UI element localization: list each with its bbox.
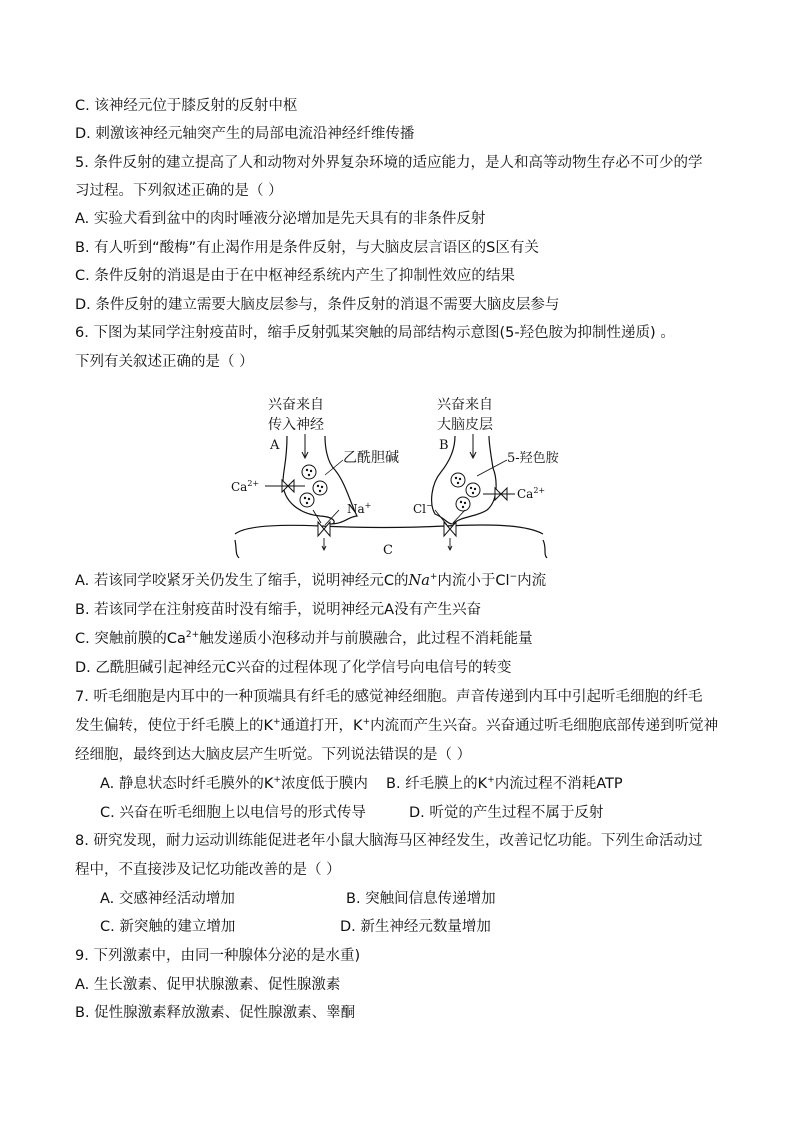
question-7-stem: 7. 听毛细胞是内耳中的一种顶端具有纤毛的感觉神经细胞。声音传递到内耳中引起听毛细胞的纤毛 <box>75 689 703 705</box>
label-ca-right: $Ca^{2+}$ <box>517 486 546 501</box>
option-7b: B. 纤毛膜上的K+内流过程不消耗ATP <box>386 775 623 792</box>
option-7c: C. 兴奋在听毛细胞上以电信号的形式传导 <box>100 805 366 821</box>
question-5-stem: 5. 条件反射的建立提高了人和动物对外界复杂环境的适应能力，是人和高等动物生存必不可少的学 <box>75 155 703 171</box>
option-5c: C. 条件反射的消退是由于在中枢神经系统内产生了抑制性效应的结果 <box>75 268 515 284</box>
receptor-channels <box>318 522 456 536</box>
option-5b: B. 有人听到“酸梅”有止渴作用是条件反射，与大脑皮层言语区的S区有关 <box>75 240 539 256</box>
diagram-left-title-2: 传入神经 <box>268 417 324 433</box>
label-ca-left: $Ca^{2+}$ <box>231 479 260 494</box>
option-8a: A. 交感神经活动增加 <box>100 891 235 907</box>
option-5a: A. 实验犬看到盆中的肉时唾液分泌增加是先天具有的非条件反射 <box>75 211 486 227</box>
option-4d: D. 刺激该神经元轴突产生的局部电流沿神经纤维传播 <box>75 126 415 142</box>
diagram-left-title-1: 兴奋来自 <box>268 397 324 413</box>
question-7-stem-cont2: 经细胞，最终到达大脑皮层产生听觉。下列说法错误的是（ ） <box>75 747 472 763</box>
option-5d: D. 条件反射的建立需要大脑皮层参与，条件反射的消退不需要大脑皮层参与 <box>75 297 560 313</box>
option-4c: C. 该神经元位于膝反射的反射中枢 <box>75 98 298 114</box>
diagram-letter-a: A <box>270 438 280 453</box>
diagram-right-title-1: 兴奋来自 <box>437 397 493 413</box>
question-6-stem-cont: 下列有关叙述正确的是（ ） <box>75 354 254 370</box>
option-7a: A. 静息状态时纤毛膜外的K+浓度低于膜内 <box>100 775 368 792</box>
question-5-stem-cont: 习过程。下列叙述正确的是（ ） <box>75 183 283 199</box>
option-7d: D. 听觉的产生过程不属于反射 <box>409 805 604 821</box>
question-8-stem: 8. 研究发现，耐力运动训练能促进老年小鼠大脑海马区神经发生，改善记忆功能。下列生命活动过 <box>75 833 703 849</box>
option-6b: B. 若该同学在注射疫苗时没有缩手，说明神经元A没有产生兴奋 <box>75 602 482 618</box>
option-8b: B. 突触间信息传递增加 <box>346 891 496 907</box>
label-c: C <box>383 543 393 558</box>
question-8-stem-cont: 程中，不直接涉及记忆功能改善的是（ ） <box>75 862 341 878</box>
label-cl: Cl− <box>413 501 433 516</box>
question-6-stem: 6. 下图为某同学注射疫苗时，缩手反射弧某突触的局部结构示意图(5-羟色胺为抑制性递质) 。 <box>75 325 675 341</box>
option-8d: D. 新生神经元数量增加 <box>340 919 491 935</box>
label-na: Na+ <box>347 501 372 516</box>
question-7-stem-cont: 发生偏转，使位于纤毛膜上的K+通道打开，K+内流而产生兴奋。兴奋通过听毛细胞底部传递到听觉神 <box>75 717 719 734</box>
option-6d: D. 乙酰胆碱引起神经元C兴奋的过程体现了化学信号向电信号的转变 <box>75 660 512 676</box>
synapse-diagram <box>225 392 565 562</box>
option-6a: A. 若该同学咬紧牙关仍发生了缩手，说明神经元C的Na+内流小于Cl−内流 <box>75 572 547 589</box>
option-9a: A. 生长激素、促甲状腺激素、促性腺激素 <box>75 977 341 993</box>
option-9b: B. 促性腺激素释放激素、促性腺激素、睾酮 <box>75 1005 356 1021</box>
option-8c: C. 新突触的建立增加 <box>100 919 236 935</box>
vesicles-b <box>451 473 480 511</box>
question-9-stem: 9. 下列激素中，由同一种腺体分泌的是水重) <box>75 948 361 964</box>
label-5ht: 5-羟色胺 <box>507 451 559 466</box>
option-6c: C. 突触前膜的$Ca^{2+}$触发递质小泡移动并与前膜融合，此过程不消耗能量 <box>75 630 533 647</box>
ca-channels <box>265 480 515 500</box>
diagram-right-title-2: 大脑皮层 <box>437 417 493 433</box>
label-acetylcholine: 乙酰胆碱 <box>343 450 399 466</box>
diagram-letter-b: B <box>439 438 449 453</box>
